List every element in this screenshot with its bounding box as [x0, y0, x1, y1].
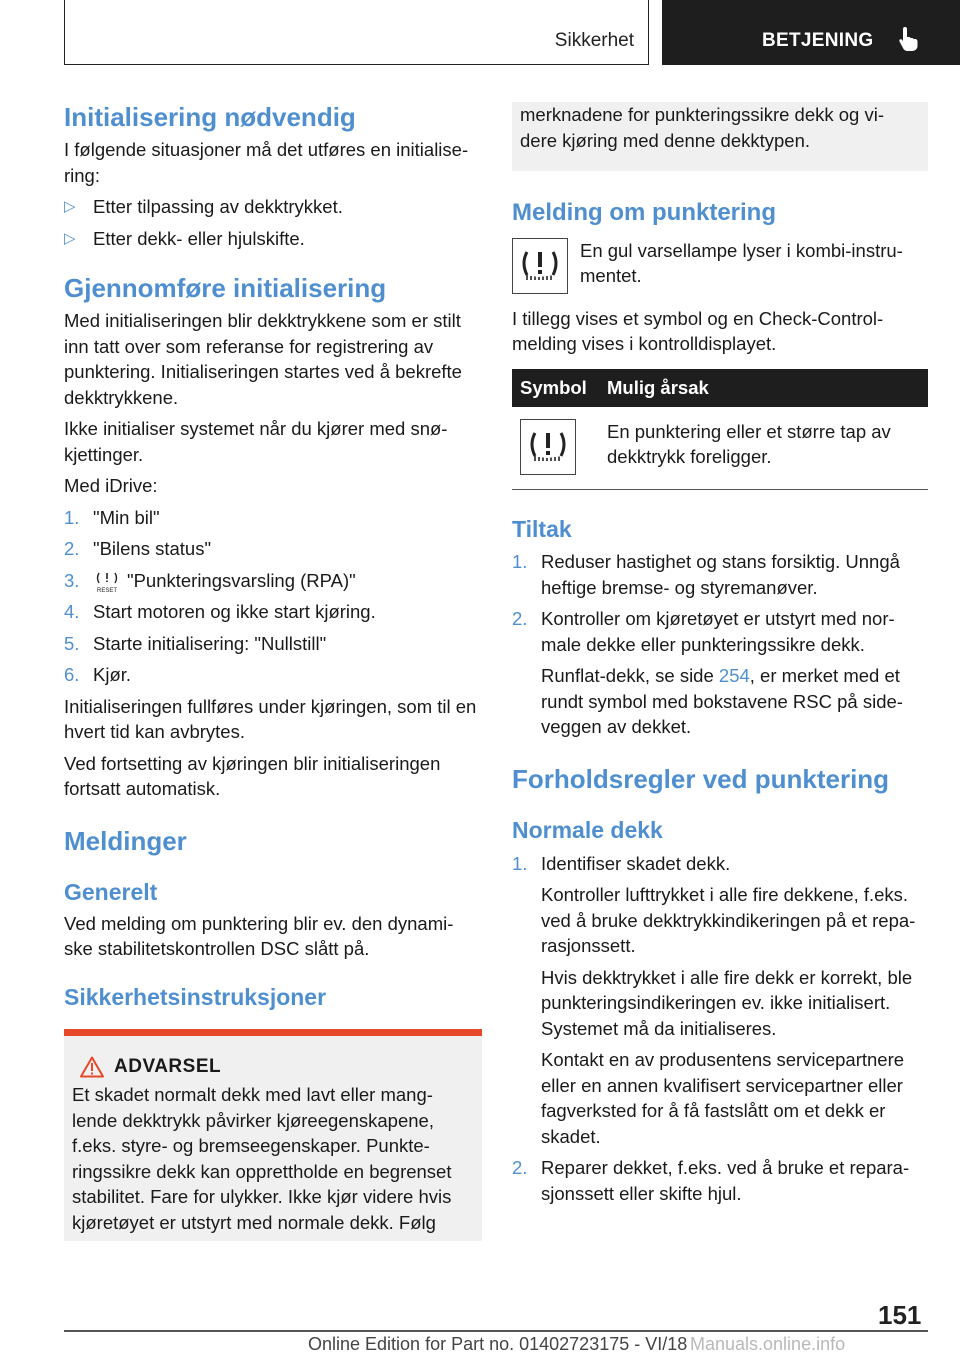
perform-p3: Med iDrive: [64, 475, 158, 497]
list-item: ▷ Etter dekk- eller hjulskifte. [64, 226, 482, 252]
warning-lamp-text: En gul varsellampe lyser i kombi-instru-mentet. [580, 239, 903, 287]
symbol-table [512, 369, 928, 490]
heading-measures: Tiltak [512, 515, 572, 542]
precaution-steps [512, 851, 928, 1207]
table-row [512, 407, 928, 490]
header-chapter-title: BETJENING [762, 30, 874, 51]
list-item: 3. RESET "Punkteringsvarsling (RPA)" [64, 569, 356, 593]
warning-continued-box [512, 102, 928, 171]
right-column [512, 102, 928, 1206]
list-item: 2. "Bilens status" [64, 538, 212, 560]
heading-perform-init: Gjennomføre initialisering [64, 273, 387, 304]
heading-general: Generelt [64, 879, 158, 906]
triangle-bullet-icon: ▷ [64, 198, 76, 216]
list-item: ▷ Etter tilpassing av dekktrykket. [64, 194, 482, 220]
general-text: Ved melding om punktering blir ev. den dynami-ske stabilitetskontrollen DSC slått på. [64, 912, 454, 960]
precaution-step1-p3: Kontakt en av produsentens servicepartnere eller en annen kvalifisert servicepartner eller fagverksted for å få fastslått om et dekk er skadet. [541, 1049, 905, 1147]
warning-triangle-icon [80, 1056, 104, 1078]
tpms-warning-lamp-icon [512, 238, 568, 294]
triangle-bullet-icon: ▷ [64, 229, 76, 247]
perform-p5: Ved fortsetting av kjøringen blir initialiseringen fortsatt automatisk. [64, 752, 441, 800]
puncture-p1: I tillegg vises et symbol og en Check-Control-melding vises i kontrolldisplayet. [512, 307, 884, 355]
watermark: Manuals.online.info [690, 1334, 846, 1354]
left-column [64, 102, 482, 1241]
list-item: 1. "Min bil" [64, 506, 160, 528]
list-item: 4. Start motoren og ikke start kjøring. [64, 601, 376, 623]
table-cell-cause: En punktering eller et større tap av dekktrykk foreligger. [599, 407, 928, 490]
heading-messages: Meldinger [64, 825, 187, 856]
heading-normal-tyres: Normale dekk [512, 817, 663, 844]
list-item: 1. Identifiser skadet dekk. Kontroller lufttrykket i alle fire dekkene, f.eks. ved å bruke dekktrykkindikeringen på et repa-rasjonssett. Hvis dekktrykket i alle fire dekk er korrekt, ble punkteringsindikeringen ev. ikke initialisert. Systemet må da initialiseres. Kontakt en av produsentens servicepartnere eller en annen kvalifisert servicepartner eller fagverksted for å få fastslått om et dekk er skadet. [512, 851, 928, 1150]
heading-init-needed: Initialisering nødvendig [64, 102, 356, 132]
header-chapter-tab [662, 0, 960, 65]
init-needed-intro: I følgende situasjoner må det utføres en initialise-ring: [64, 139, 469, 186]
header-section-title: Sikkerhet [554, 30, 634, 51]
list-item: 5. Starte initialisering: "Nullstill" [64, 632, 327, 654]
list-item: 1. Reduser hastighet og stans forsiktig. Unngå heftige bremse- og styremanøver. [512, 551, 900, 598]
header-section-box [64, 0, 649, 65]
list-item: 6. Kjør. [64, 664, 132, 686]
perform-p4: Initialiseringen fullføres under kjøringen, som til en hvert tid kan avbrytes. [64, 695, 477, 743]
precaution-step1-p1: Kontroller lufttrykket i alle fire dekkene, f.eks. ved å bruke dekktrykkindikeringen på et repa-rasjonssett. [541, 884, 916, 957]
idrive-steps [64, 505, 482, 688]
pointing-hand-icon [898, 26, 920, 52]
heading-puncture-message: Melding om punktering [512, 199, 776, 226]
list-item: 2. Reparer dekket, f.eks. ved å bruke et repara-sjonssett eller skifte hjul. [512, 1157, 910, 1204]
page-number: 151 [878, 1300, 922, 1330]
heading-safety: Sikkerhetsinstruksjoner [64, 983, 327, 1010]
init-needed-list [64, 194, 482, 251]
heading-precautions: Forholdsregler ved punktering [512, 763, 890, 794]
tpms-reset-icon [93, 571, 121, 593]
perform-p1: Med initialiseringen blir dekktrykkene som er stilt inn tatt over som referanse for registrering av punktering. Initialiseringen startes ved å bekrefte dekktrykkene. [64, 310, 462, 408]
warning-title: ADVARSEL [114, 1056, 222, 1078]
measures-runflat-note: Runflat-dekk, se side 254, er merket med et rundt symbol med bokstavene RSC på side-veggen av dekket. [541, 665, 903, 738]
svg-text:RESET: RESET [96, 587, 118, 593]
footer-edition: Online Edition for Part no. 01402723175 - VI/18 [308, 1334, 688, 1354]
warning-box [64, 1029, 482, 1241]
table-header-symbol: Symbol [512, 369, 599, 407]
list-item: 2. Kontroller om kjøretøyet er utstyrt med nor-male dekke eller punkteringssikre dekk. Runflat-dekk, se side 254, er merket med et rundt symbol med bokstavene RSC på side-veggen av dekket. [512, 606, 928, 740]
perform-p2: Ikke initialiser systemet når du kjører med snø-kjettinger. [64, 418, 448, 465]
footer-divider [64, 1330, 928, 1332]
page-link-254[interactable]: 254 [718, 665, 750, 687]
warning-continued-text: merknadene for punkteringssikre dekk og vi-dere kjøring med denne dekktypen. [520, 104, 885, 151]
warning-lamp-row [512, 238, 928, 294]
tpms-warning-symbol-icon [520, 419, 576, 475]
measures-steps [512, 549, 928, 740]
precaution-step1-p2: Hvis dekktrykket i alle fire dekk er korrekt, ble punkteringsindikeringen ev. ikke initialisert. Systemet må da initialiseres. [541, 966, 913, 1039]
warning-text: Et skadet normalt dekk med lavt eller mang-lende dekktrykk påvirker kjøreegenskapene, f.eks. styre- og bremseegenskaper. Punkte-ringssikre dekk kan opprettholde en begrenset stabilitet. Fare for ulykker. Ikke kjør videre hvis kjøretøyet er utstyrt med normale dekk. Følg [72, 1084, 452, 1233]
table-header-cause: Mulig årsak [599, 369, 928, 407]
